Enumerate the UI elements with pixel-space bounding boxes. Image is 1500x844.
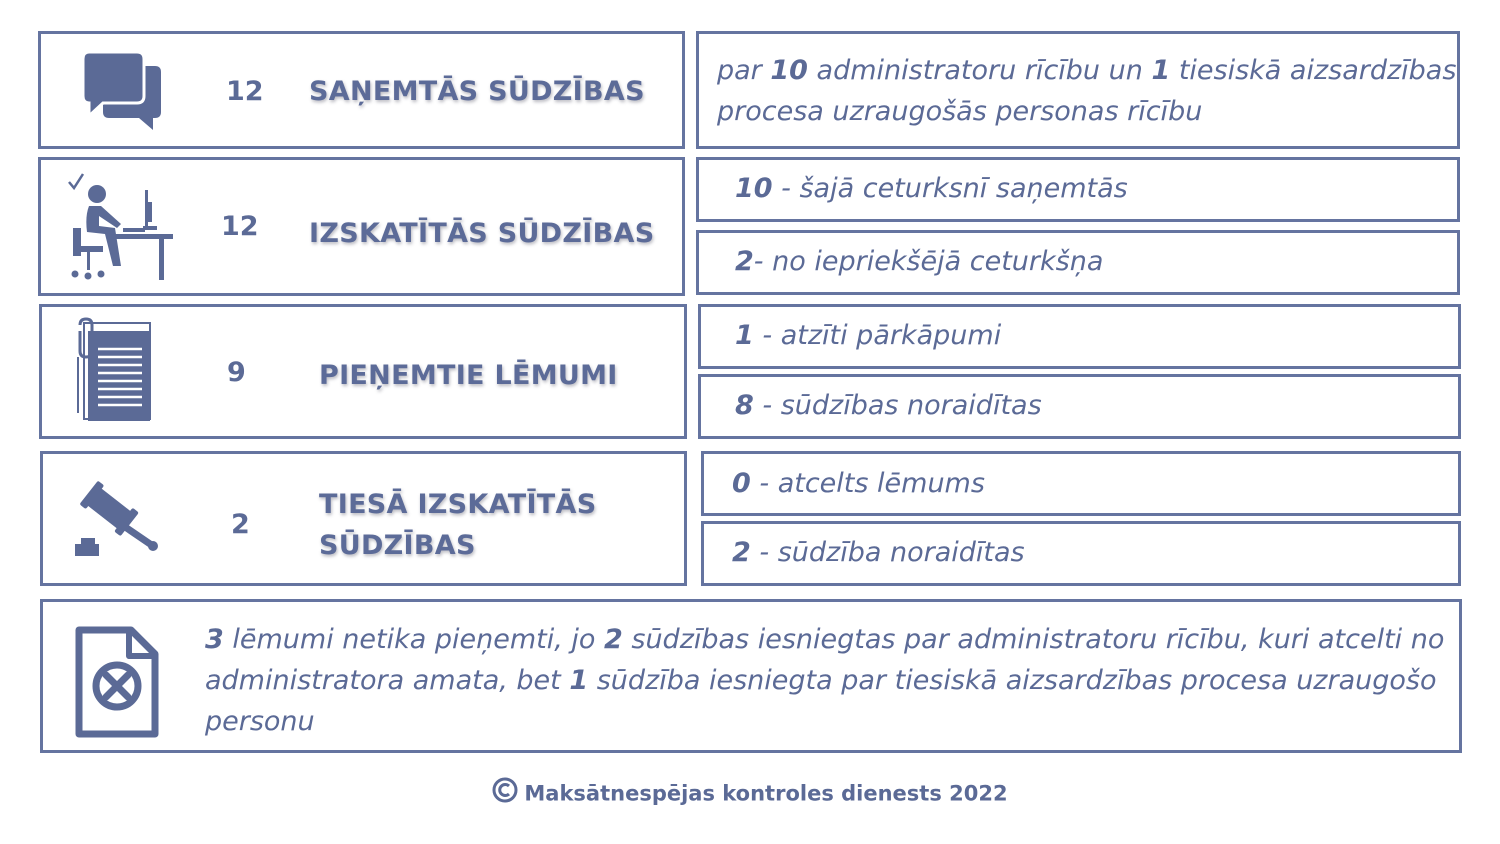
court-complaints-card (40, 451, 687, 586)
note-text: 3 lēmumi netika pieņemti, jo 2 sūdzības iesniegtas par administratoru rīcību, kuri atcelti no administratora amata, bet 1 sūdzība iesniegta par tiesiskā aizsardzības procesa uzraugošo personu (205, 624, 1445, 737)
detail-number: 0 (732, 468, 751, 499)
detail-annulled (701, 451, 1461, 516)
note-card (40, 599, 1462, 753)
detail-text: - atcelts lēmums (750, 468, 985, 499)
detail-rejected (698, 374, 1461, 439)
detail-text: - sūdzības noraidītas (753, 390, 1042, 421)
received-count: 12 (226, 76, 264, 107)
received-label: SAŅEMTĀS SŪDZĪBAS (309, 76, 645, 107)
decisions-count: 9 (227, 357, 246, 388)
detail-text: - atzīti pārkāpumi (753, 320, 1002, 351)
gavel-icon (73, 480, 163, 560)
detail-number: 2 (735, 246, 754, 277)
detail-previous-quarter (696, 230, 1460, 295)
document-clip-icon (72, 317, 154, 423)
decisions-label: PIEŅEMTIE LĒMUMI (319, 360, 618, 391)
person-at-desk-icon (65, 168, 175, 280)
decisions-card (39, 304, 687, 439)
footer-text: Maksātnespējas kontroles dienests 2022 (524, 781, 1008, 806)
detail-number: 10 (735, 173, 773, 204)
detail-text: - šajā ceturksnī saņemtās (772, 173, 1128, 204)
chat-bubbles-icon (81, 50, 165, 130)
copyright-icon (492, 777, 518, 808)
detail-text: - sūdzība noraidītas (750, 537, 1025, 568)
received-detail-text: par 10 administratoru rīcību un 1 tiesiskā aizsardzības procesa uzraugošās personas rīcību (717, 55, 1457, 127)
cancelled-document-icon (75, 626, 159, 738)
detail-number: 1 (735, 320, 754, 351)
reviewed-complaints-card (38, 157, 685, 296)
footer (0, 781, 1500, 808)
detail-number: 8 (735, 390, 754, 421)
detail-current-quarter (696, 157, 1460, 222)
detail-text: - no iepriekšējā ceturkšņa (753, 246, 1104, 277)
detail-number: 2 (732, 537, 751, 568)
received-detail-card (696, 31, 1460, 149)
court-count: 2 (231, 509, 250, 540)
detail-court-rejected (701, 521, 1461, 586)
detail-violations (698, 304, 1461, 369)
reviewed-count: 12 (221, 211, 259, 242)
reviewed-label: IZSKATĪTĀS SŪDZĪBAS (309, 218, 655, 249)
court-label: TIESĀ IZSKATĪTĀS SŪDZĪBAS (319, 489, 597, 561)
received-complaints-card (38, 31, 685, 149)
